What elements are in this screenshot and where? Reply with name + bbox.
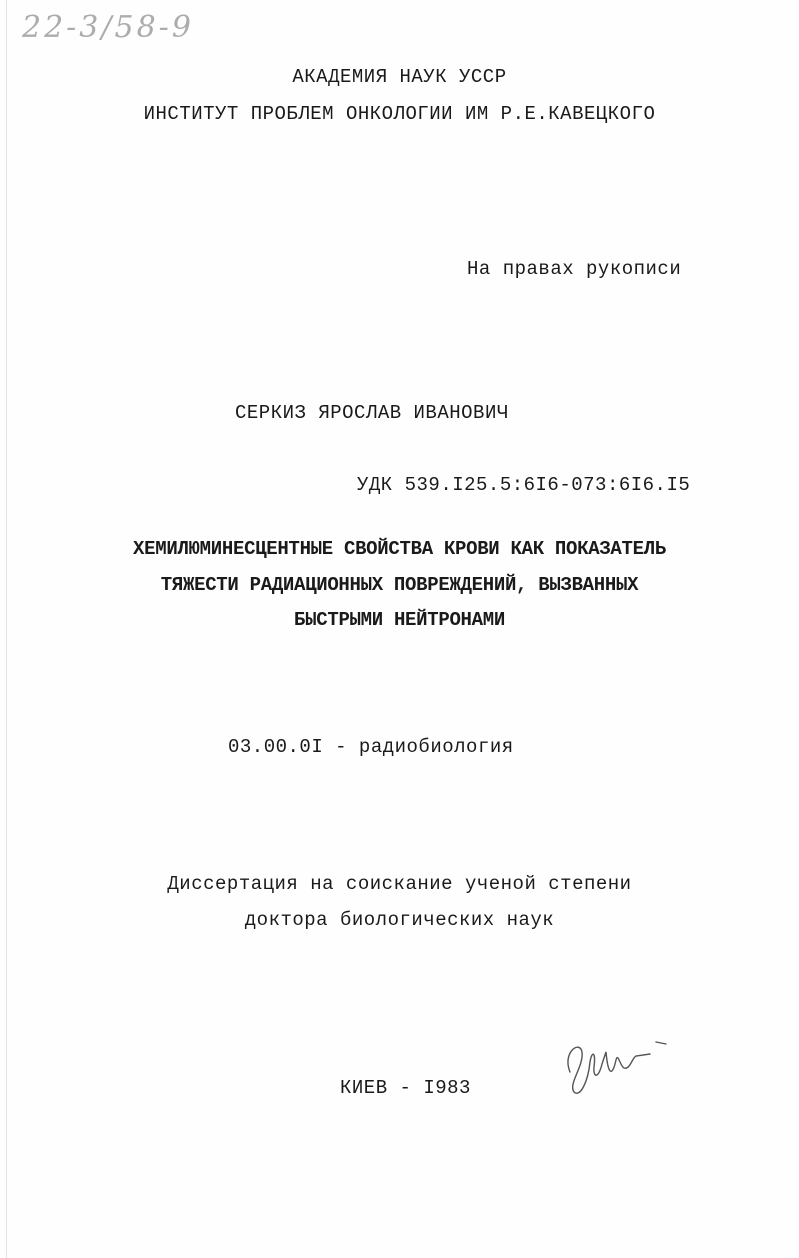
rights-notice: На правах рукописи [467,258,682,280]
udk-code: УДК 539.I25.5:6I6-073:6I6.I5 [357,474,691,496]
degree-line-2: доктора биологических наук [244,909,555,931]
academy-name: АКАДЕМИЯ НАУК УССР [292,66,507,88]
handwritten-archive-number: 22-3/58-9 [22,10,194,45]
specialty-code: 03.00.0I - радиобиология [228,736,514,758]
institute-name: ИНСТИТУТ ПРОБЛЕМ ОНКОЛОГИИ ИМ Р.Е.КАВЕЦКОГО [143,103,656,125]
author-name: СЕРКИЗ ЯРОСЛАВ ИВАНОВИЧ [235,402,509,424]
title-line-3: БЫСТРЫМИ НЕЙТРОНАМИ [294,609,505,631]
place-and-year: КИЕВ - I983 [340,1077,471,1099]
title-line-1: ХЕМИЛЮМИНЕСЦЕНТНЫЕ СВОЙСТВА КРОВИ КАК ПОКАЗАТЕЛЬ [133,538,666,560]
degree-line-1: Диссертация на соискание ученой степени [167,873,632,895]
title-line-2: ТЯЖЕСТИ РАДИАЦИОННЫХ ПОВРЕЖДЕНИЙ, ВЫЗВАННЫХ [160,574,639,596]
signature [560,1022,670,1102]
